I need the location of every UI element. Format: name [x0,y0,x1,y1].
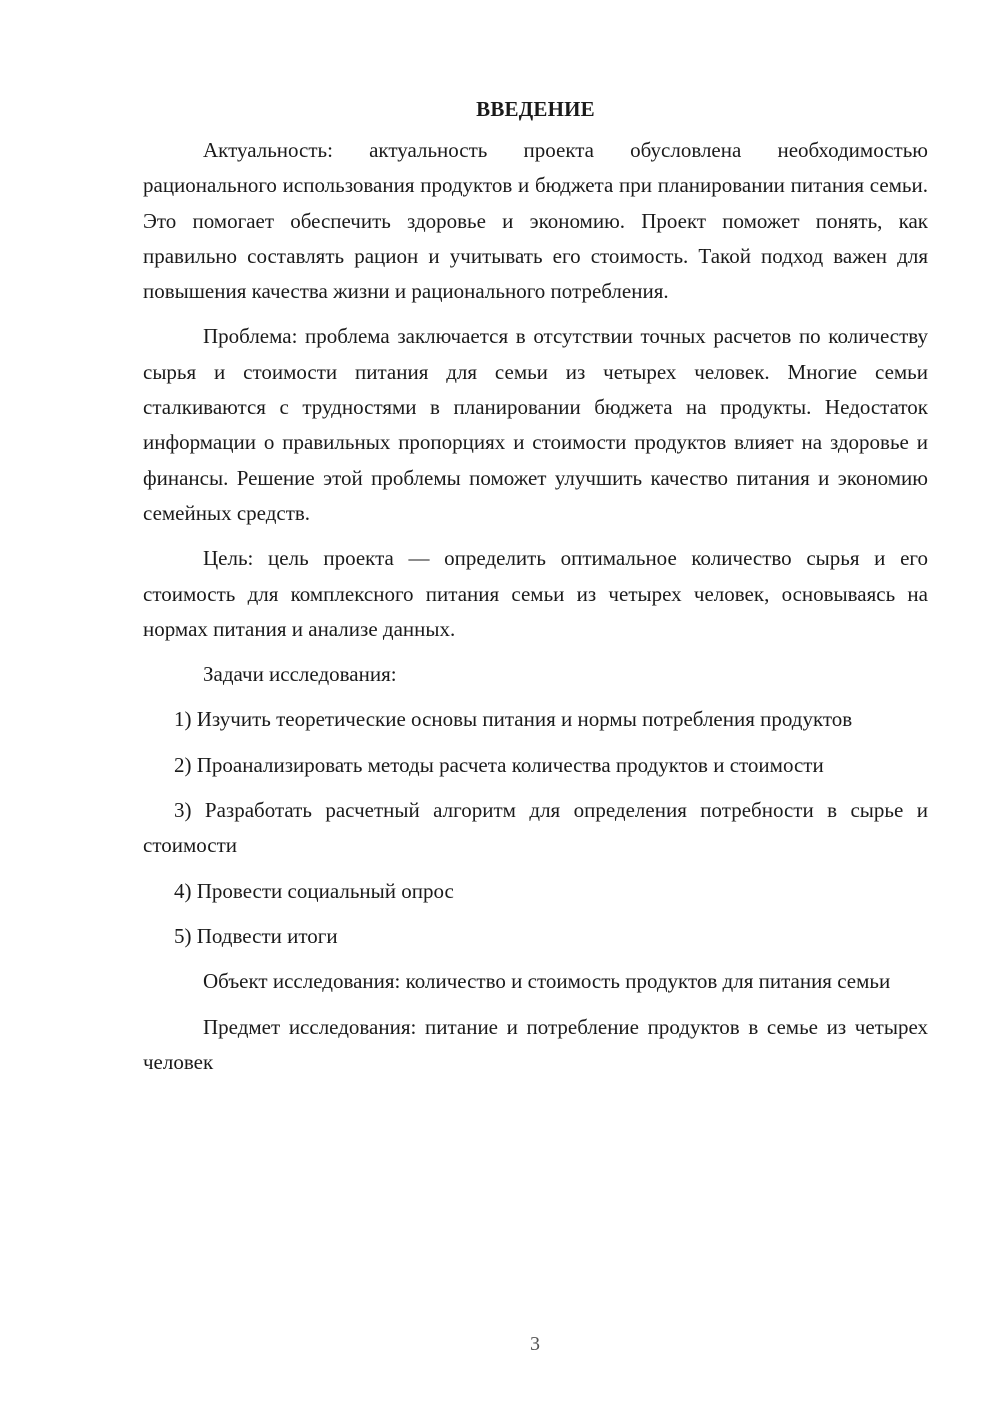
paragraph-object: Объект исследования: количество и стоимость продуктов для питания семьи [203,969,891,994]
task-item-2: 2) Проанализировать методы расчета количества продуктов и стоимости [174,752,824,777]
task-item-4: 4) Провести социальный опрос [174,878,454,903]
paragraph-problem: Проблема: проблема заключается в отсутствии точных расчетов по количеству сырья и стоимости питания для семьи из четырех человек. Многие семьи сталкиваются с трудностями в планировании бюджета на продукты. Недостаток информации о правильных пропорциях и стоимости продуктов влияет на здоровье и финансы. Решение этой проблемы поможет улучшить качество питания и экономию семейных средств. [143,324,928,525]
paragraph-relevance: Актуальность: актуальность проекта обусловлена необходимостью рационального использования продуктов и бюджета при планировании питания семьи. Это помогает обеспечить здоровье и экономию. Проект поможет понять, как правильно составлять рацион и учитывать его стоимость. Такой подход важен для повышения качества жизни и рационального потребления. [143,138,928,304]
paragraph-tasks-intro: Задачи исследования: [203,662,397,687]
section-heading: ВВЕДЕНИЕ [476,97,595,121]
paragraph-goal: Цель: цель проекта — определить оптимальное количество сырья и его стоимость для комплексного питания семьи из четырех человек, основываясь на нормах питания и анализе данных. [143,546,928,641]
task-item-5: 5) Подвести итоги [174,923,338,948]
paragraph-subject: Предмет исследования: питание и потребление продуктов в семье из четырех человек [143,1014,928,1074]
page-number: 3 [530,1333,540,1355]
document-page [143,92,928,1090]
task-item-1: 1) Изучить теоретические основы питания и нормы потребления продуктов [174,707,853,732]
task-item-3: 3) Разработать расчетный алгоритм для определения потребности в сырье и стоимости [143,798,928,858]
